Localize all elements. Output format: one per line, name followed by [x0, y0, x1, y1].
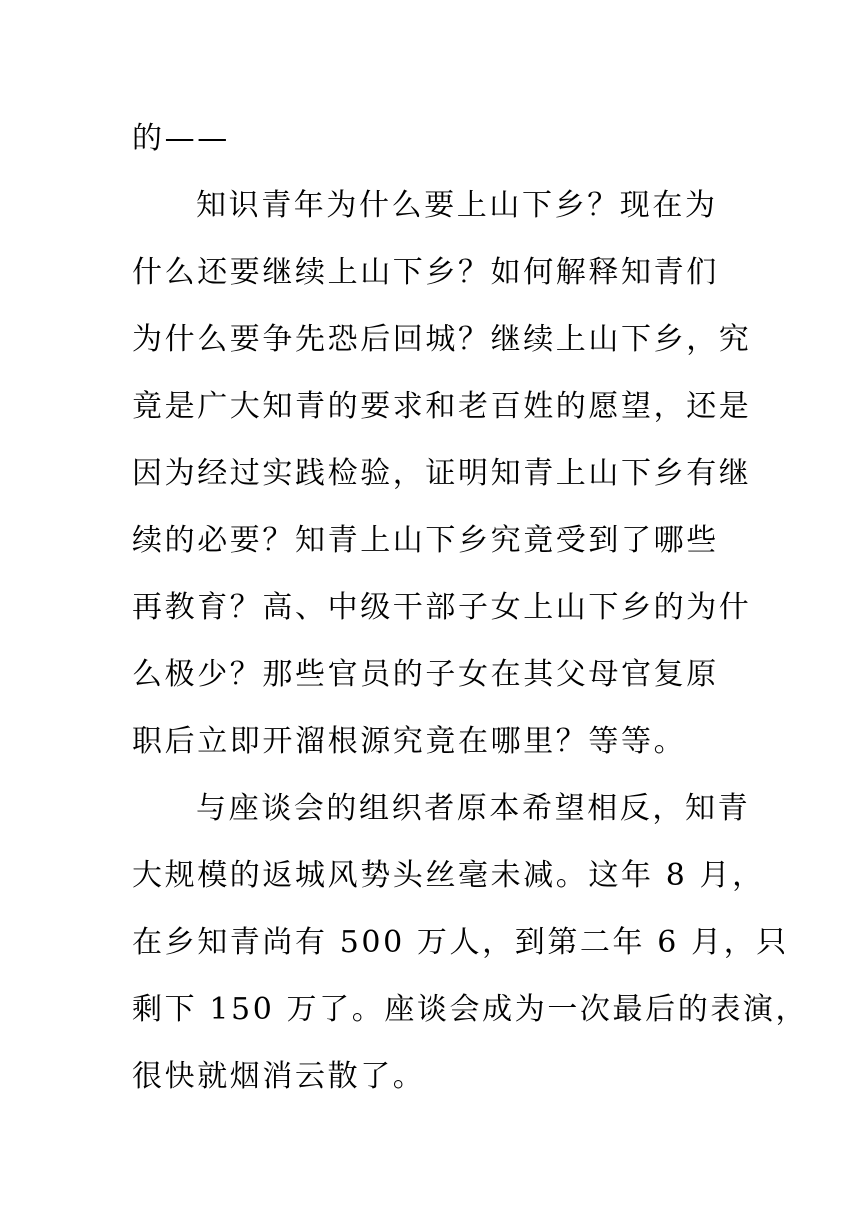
text-line: 的—— [132, 121, 230, 156]
text-line: 职后立即开溜根源究竟在哪里？等等。 [132, 724, 687, 759]
text-line: 续的必要？知青上山下乡究竟受到了哪些 [132, 523, 719, 558]
text-line: 什么还要继续上山下乡？如何解释知青们 [132, 255, 719, 290]
text-line: 与座谈会的组织者原本希望相反，知青 [196, 791, 751, 826]
text-line: 知识青年为什么要上山下乡？现在为 [196, 188, 718, 223]
text-line: 很快就烟消云散了。 [132, 1059, 426, 1094]
text-line: 在乡知青尚有 500 万人，到第二年 6 月，只 [132, 925, 789, 960]
text-line: 因为经过实践检验，证明知青上山下乡有继 [132, 456, 752, 491]
paragraph-continuation [132, 105, 732, 172]
paragraph-conclusion [132, 775, 809, 1110]
paragraph-questions [132, 172, 752, 775]
text-line: 再教育？高、中级干部子女上山下乡的为什 [132, 590, 752, 625]
text-line: 为什么要争先恐后回城？继续上山下乡，究 [132, 322, 752, 357]
text-line: 么极少？那些官员的子女在其父母官复原 [132, 657, 719, 692]
body-text [132, 105, 809, 1110]
text-line: 大规模的返城风势头丝毫未减。这年 8 月， [132, 858, 765, 893]
text-line: 剩下 150 万了。座谈会成为一次最后的表演， [132, 992, 809, 1027]
text-line: 竟是广大知青的要求和老百姓的愿望，还是 [132, 389, 752, 424]
